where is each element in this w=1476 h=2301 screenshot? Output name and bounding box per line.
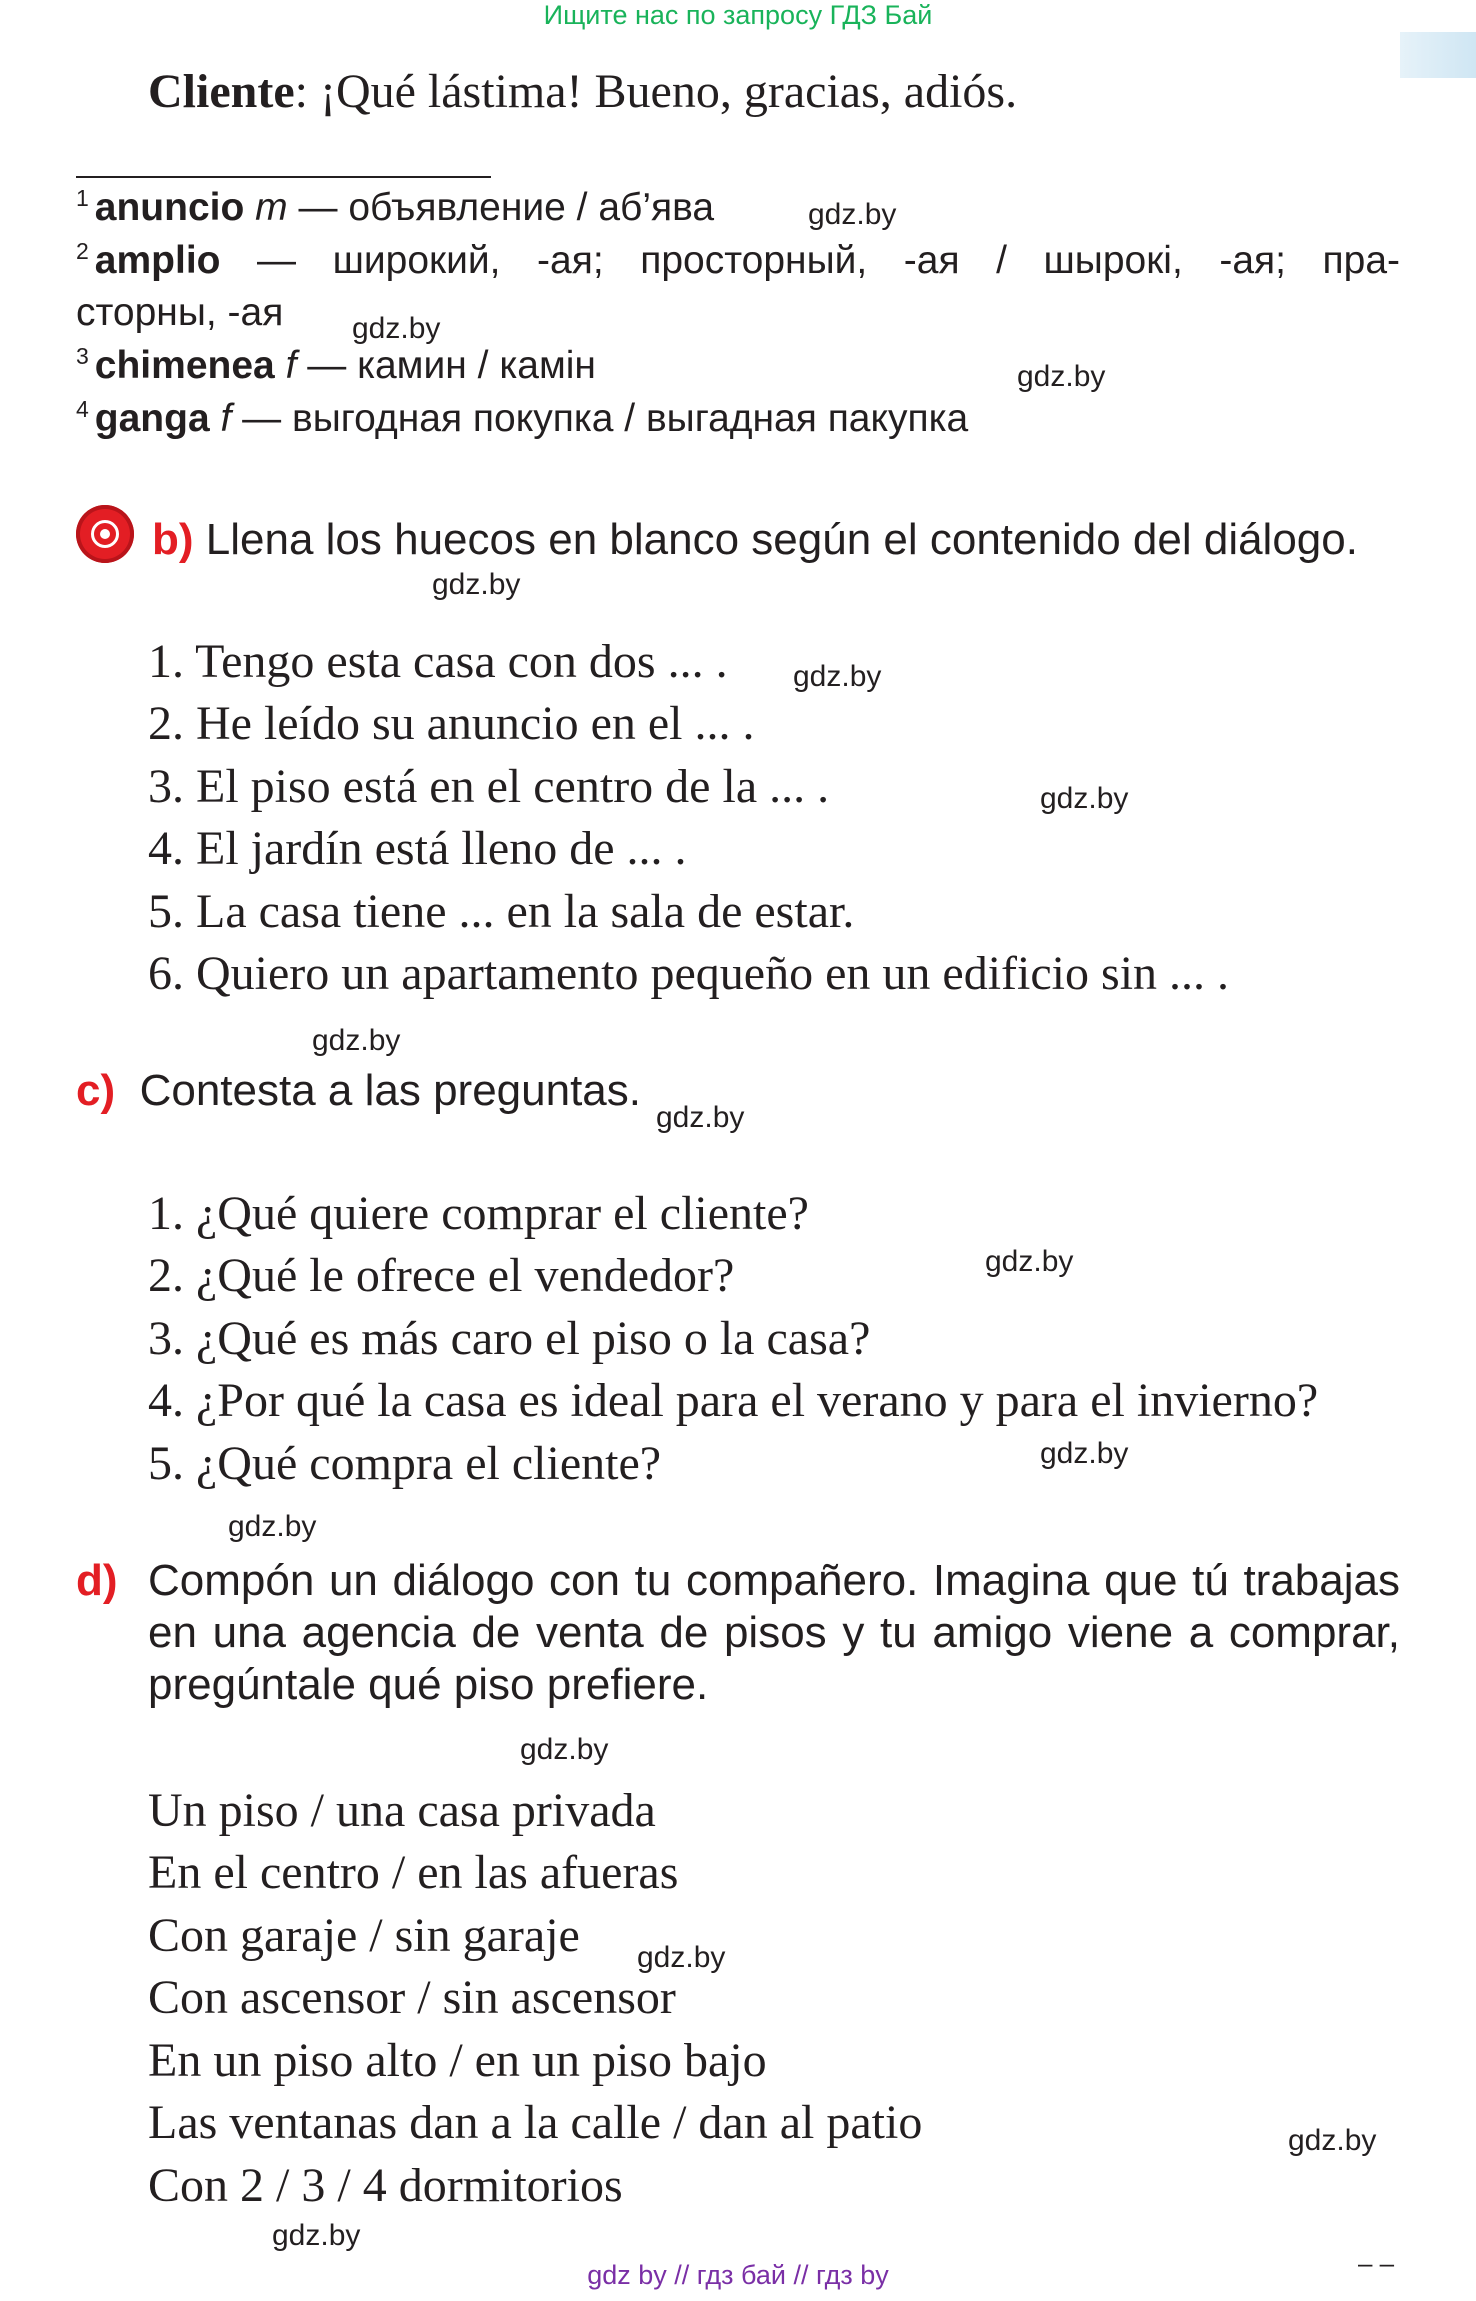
watermark: gdz.by (228, 1510, 317, 1543)
footnote-2-continuation: сторны, -ая (76, 291, 284, 334)
section-d-instruction-line: en una agencia de venta de pisos y tu amigo viene a comprar, (148, 1608, 1400, 1657)
watermark: gdz.by (312, 1024, 401, 1057)
footnote-2: $^2$ amplio — широкий, -ая; просторный, -ая / шырокі, -ая; пра- (76, 238, 1400, 282)
watermark: gdz.by (637, 1941, 726, 1974)
footer-links[interactable]: gdz by // гдз бай // гдз by (587, 2260, 889, 2290)
footnote-text: — объявление / аб’ява (287, 186, 715, 229)
list-item: 6. Quiero un apartamento pequeño en un edificio sin ... . (148, 947, 1230, 1000)
watermark: gdz.by (793, 660, 882, 693)
watermark: gdz.by (272, 2219, 361, 2252)
option-item: En el centro / en las afueras (148, 1846, 679, 1899)
list-item: 3. ¿Qué es más caro el piso o la casa? (148, 1312, 871, 1365)
page-marks: – – (1358, 2248, 1395, 2278)
footnote-term: amplio (94, 239, 221, 282)
footnote-gender: f (285, 344, 297, 387)
option-item: Las ventanas dan a la calle / dan al patio (148, 2096, 923, 2149)
dialog-text: : ¡Qué lástima! Bueno, gracias, adiós. (294, 65, 1018, 118)
watermark: gdz.by (1040, 1437, 1129, 1470)
watermark: gdz.by (1017, 360, 1106, 393)
footnote-term: ganga (94, 397, 210, 440)
list-item: 2. ¿Qué le ofrece el vendedor? (148, 1249, 735, 1302)
section-c-label: c) (76, 1066, 116, 1115)
section-c-heading (76, 1066, 641, 1116)
top-banner[interactable]: Ищите нас по запросу ГДЗ Бай (543, 0, 933, 30)
corner-tab (1400, 32, 1476, 78)
footnote-3: $^3$ chimenea f — камин / камін (76, 343, 596, 387)
list-item: 5. ¿Qué compra el cliente? (148, 1437, 662, 1490)
watermark: gdz.by (352, 312, 441, 345)
dialog-speaker: Cliente (148, 65, 295, 118)
list-item: 2. He leído su anuncio en el ... . (148, 697, 755, 750)
option-item: Con garaje / sin garaje (148, 1909, 580, 1962)
dialog-line (148, 64, 1017, 119)
footnote-text: — камин / камін (296, 344, 596, 387)
disc-center (100, 529, 110, 539)
section-c-instruction: Contesta a las preguntas. (139, 1066, 642, 1115)
option-item: En un piso alto / en un piso bajo (148, 2034, 767, 2087)
watermark: gdz.by (808, 198, 897, 231)
watermark: gdz.by (985, 1245, 1074, 1278)
watermark: gdz.by (656, 1101, 745, 1134)
watermark: gdz.by (1288, 2124, 1377, 2157)
footnote-rule (76, 176, 491, 178)
option-item: Con 2 / 3 / 4 dormitorios (148, 2159, 623, 2212)
section-d-instruction-line: Compón un diálogo con tu compañero. Imagina que tú trabajas (148, 1556, 1400, 1605)
list-item: 3. El piso está en el centro de la ... . (148, 760, 830, 813)
footnote-1: $^1$ anuncio m — объявление / аб’ява (76, 185, 715, 229)
watermark: gdz.by (520, 1733, 609, 1766)
watermark: gdz.by (1040, 782, 1129, 815)
list-item: 4. El jardín está lleno de ... . (148, 822, 687, 875)
footnote-gender: m (255, 186, 288, 229)
footnote-text: — выгодная покупка / выгадная пакупка (231, 397, 969, 440)
section-b-heading (152, 515, 1358, 565)
section-b-label: b) (152, 515, 194, 564)
audio-disc-icon[interactable] (76, 505, 134, 563)
option-item: Con ascensor / sin ascensor (148, 1971, 676, 2024)
section-d-label: d) (76, 1556, 118, 1605)
footnote-term: anuncio (94, 186, 245, 229)
footnote-text: — широкий, -ая; просторный, -ая / шырокі, -ая; пра- (220, 239, 1400, 282)
footnote-gender: f (220, 397, 232, 440)
list-item: 1. Tengo esta casa con dos ... . (148, 635, 728, 688)
list-item: 5. La casa tiene ... en la sala de estar. (148, 885, 855, 938)
footnote-4: $^4$ ganga f — выгодная покупка / выгадная пакупка (76, 396, 969, 440)
list-item: 4. ¿Por qué la casa es ideal para el verano y para el invierno? (148, 1374, 1319, 1427)
list-item: 1. ¿Qué quiere comprar el cliente? (148, 1187, 809, 1240)
footnote-term: chimenea (94, 344, 275, 387)
watermark: gdz.by (432, 568, 521, 601)
section-b-instruction: Llena los huecos en blanco según el contenido del diálogo. (205, 515, 1358, 564)
section-d-instruction-line: pregúntale qué piso prefiere. (148, 1660, 709, 1709)
option-item: Un piso / una casa privada (148, 1784, 656, 1837)
